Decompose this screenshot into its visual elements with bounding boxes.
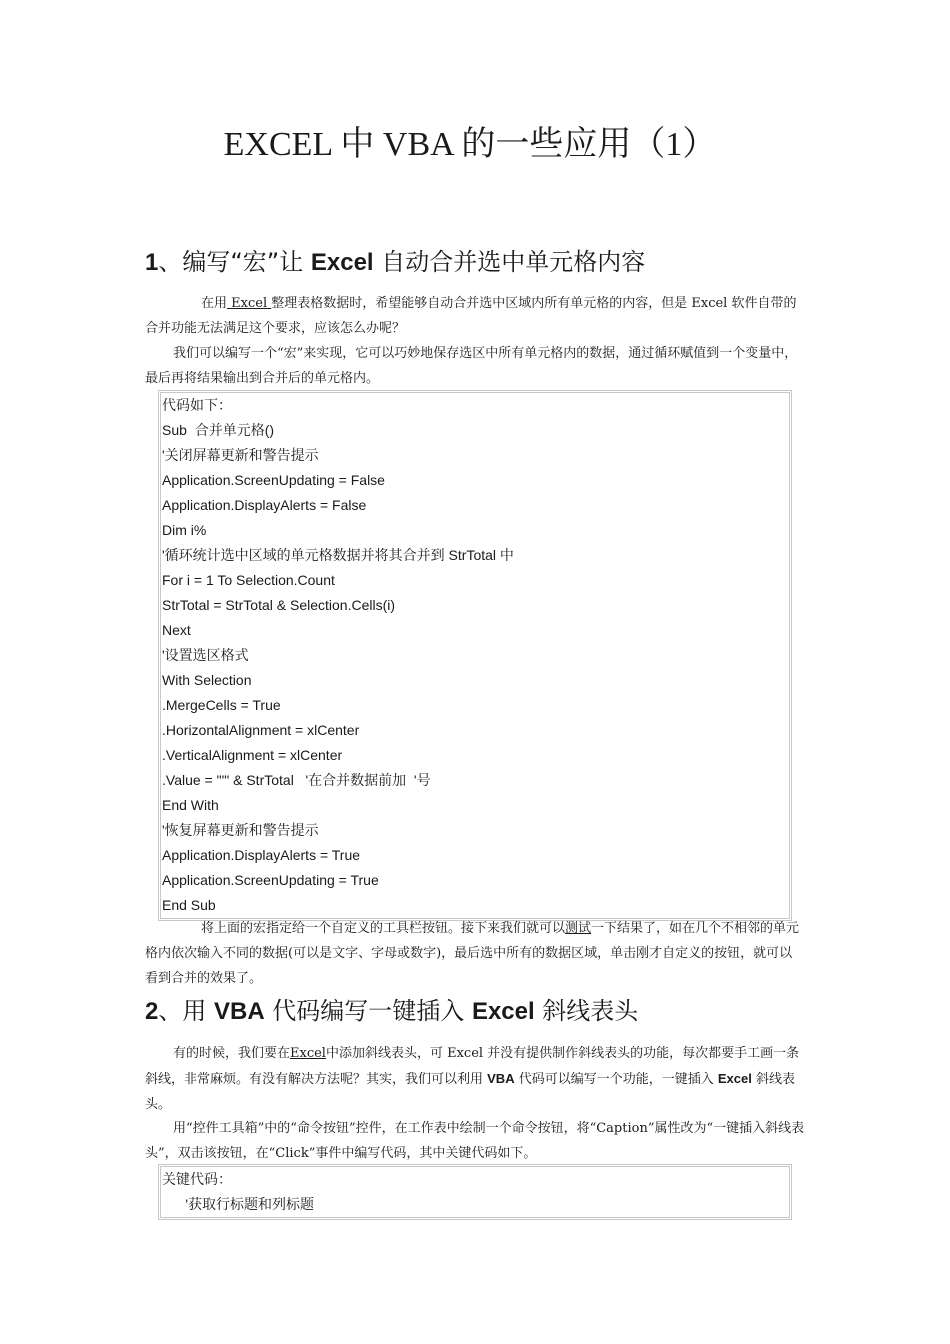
code-line: 关键代码： [162,1171,232,1187]
section1-heading-bold: Excel [310,249,374,276]
excel-link[interactable]: Excel [227,296,272,311]
code-line: '恢复屏幕更新和警告提示 [162,822,319,838]
section1-heading-pre: 、编写“宏”让 [158,248,311,276]
s2p1-bold-excel: Excel [717,1071,752,1086]
code-line: StrTotal = StrTotal & Selection.Cells(i) [162,597,396,613]
code-line: '关闭屏幕更新和警告提示 [162,447,319,463]
code-line: Application.ScreenUpdating = False [162,472,385,488]
code-line: Sub 合并单元格() [162,422,275,438]
s2p1-text-b: 中添加斜线表头，可 Excel 并没有提供制作斜线表头的功能，每次都要手工画一条斜线，非常麻烦。有没有解决方法呢？其实，我们可以利用 [145,1046,800,1087]
p1-text-b: 整理表格数据时，希望能够自动合并选中区域内所有单元格的内容，但是 Excel 软件自带的合并功能无法满足这个要求，应该怎么办呢？ [145,296,797,336]
code-line: .MergeCells = True [162,697,281,713]
code-line: .HorizontalAlignment = xlCenter [162,722,360,738]
section1-paragraph-1 [145,291,805,341]
code-line: End Sub [162,897,216,913]
s2p1-text-a: 有的时候，我们要在 [173,1046,291,1061]
code-line: '循环统计选中区域的单元格数据并将其合并到 StrTotal 中 [162,547,514,563]
code-line: '设置选区格式 [162,647,249,663]
code-line: '获取行标题和列标题 [162,1196,315,1212]
s2p1-bold-vba: VBA [487,1071,515,1086]
section1-heading-post: 自动合并选中单元格内容 [373,248,646,276]
code-line: .VerticalAlignment = xlCenter [162,747,343,763]
s2p1-text-c: 代码可以编写一个功能，一键插入 [514,1072,718,1087]
section2-number: 2 [145,998,159,1025]
section1-paragraph-2 [145,341,805,391]
code-line: With Selection [162,672,252,688]
p3-text-a: 将上面的宏指定给一个自定义的工具栏按钮。接下来我们就可以 [201,921,566,936]
section2-heading-bold-excel: Excel [471,998,535,1025]
section1-paragraph-3 [145,916,805,991]
section2-heading-mid: 代码编写一键插入 [264,997,472,1025]
code-box-1 [158,390,792,921]
code-line: Application.DisplayAlerts = False [162,497,367,513]
test-link[interactable]: 测试 [565,921,592,936]
code-line: Application.DisplayAlerts = True [162,847,361,863]
section2-paragraph-2 [145,1116,805,1166]
code-line: For i = 1 To Selection.Count [162,572,335,588]
code-line: Dim i% [162,522,207,538]
section2-paragraph-1 [145,1041,805,1117]
document-title: EXCEL 中 VBA 的一些应用（1） [223,126,717,163]
section2-heading-post: 斜线表头 [534,997,639,1025]
s2p1-text-d: 斜线表头。 [145,1072,795,1112]
code-line: .Value = "'" & StrTotal '在合并数据前加 '号 [162,772,431,788]
section2-heading-pre: 、用 [158,997,214,1025]
p2-text: 我们可以编写一个“宏”来实现，它可以巧妙地保存选区中所有单元格内的数据，通过循环赋值到一个变量中，最后再将结果输出到合并后的单元格内。 [145,346,798,386]
p3-text-b: 一下结果了，如在几个不相邻的单元格内依次输入不同的数据(可以是文字、字母或数字)，最后选中所有的数据区域，单击刚才自定义的按钮，就可以看到合并的效果了。 [145,921,800,986]
code-box-2 [158,1164,792,1220]
section2-heading-bold-vba: VBA [214,998,265,1025]
code-line: 代码如下： [162,397,232,413]
code-line: Next [162,622,191,638]
section1-heading [145,242,645,277]
code-line: End With [162,797,219,813]
p1-text-a: 在用 [201,296,228,311]
excel-link-2[interactable]: Excel [290,1046,326,1061]
section1-number: 1 [145,249,159,276]
section2-heading [145,991,638,1026]
s2p2-text: 用“控件工具箱”中的“命令按钮”控件，在工作表中绘制一个命令按钮，将“Caption”属性改为“一键插入斜线表头”，双击该按钮，在“Click”事件中编写代码，其中关键代码如下。 [145,1121,805,1161]
code-line: Application.ScreenUpdating = True [162,872,379,888]
